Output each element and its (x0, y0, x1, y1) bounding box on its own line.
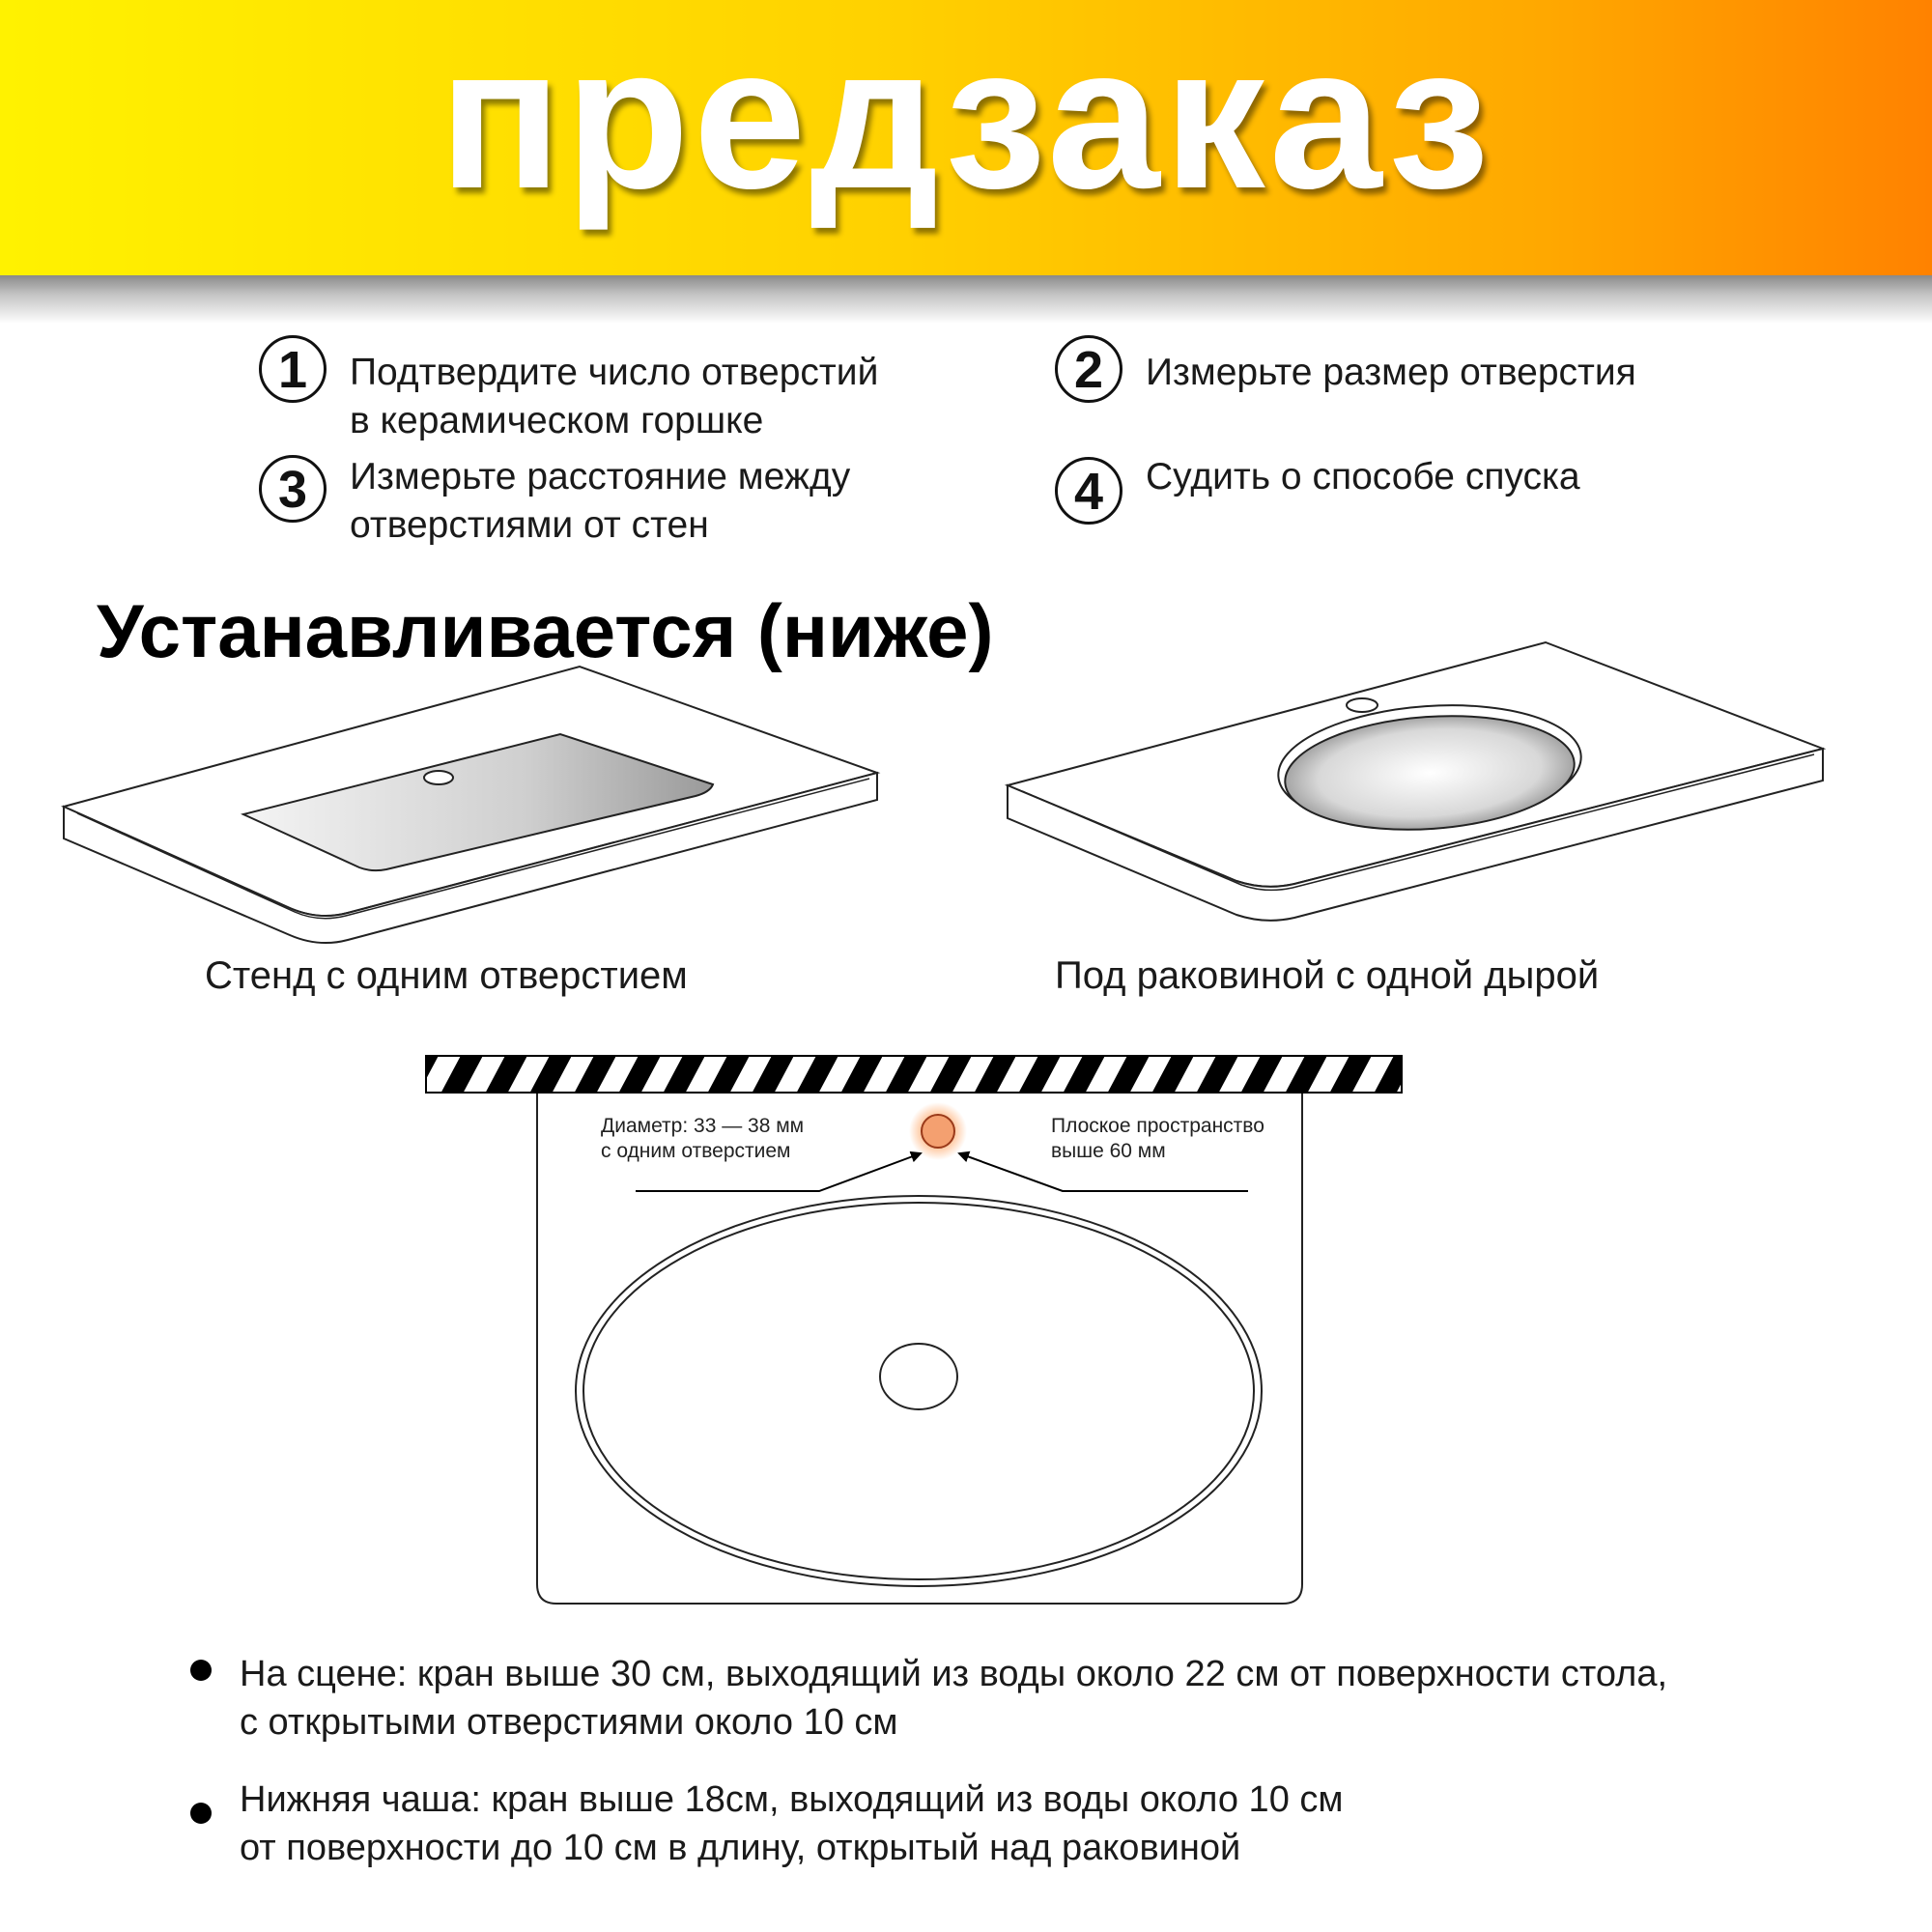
step-1-number-icon: 1 (259, 335, 327, 403)
step-2-text: Измерьте размер отверстия (1146, 352, 1636, 393)
bullet-2-icon (190, 1803, 212, 1824)
wall-strip (426, 1056, 1402, 1093)
bullet-2-text: Нижняя чаша: кран выше 18см, выходящий из воды около 10 см от поверхности до 10 см в длину, открытый над раковиной (240, 1779, 1344, 1868)
step-2-number-icon: 2 (1055, 335, 1122, 403)
diameter-note: Диаметр: 33 — 38 мм с одним отверстием (601, 1115, 805, 1162)
drain-icon (880, 1344, 957, 1409)
space-note: Плоское пространство выше 60 мм (1051, 1115, 1264, 1162)
section-heading: Устанавливается (ниже) (97, 588, 994, 673)
caption-left: Стенд с одним отверстием (205, 954, 688, 997)
banner-title: предзаказ (439, 4, 1493, 231)
caption-right: Под раковиной с одной дырой (1055, 954, 1600, 997)
step-3-text: Измерьте расстояние между отверстиями от стен (350, 456, 851, 546)
bullet-1-icon (190, 1660, 212, 1681)
bullet-1-text: На сцене: кран выше 30 см, выходящий из воды около 22 см от поверхности стола, с открытыми отверстиями около 10 см (240, 1654, 1668, 1743)
step-4-number-icon: 4 (1055, 457, 1122, 525)
step-3-number-icon: 3 (259, 455, 327, 523)
step-1-text: Подтвердите число отверстий в керамическом горшке (350, 352, 879, 441)
faucet-hole-marker (922, 1115, 954, 1148)
step-4-text: Судить о способе спуска (1146, 456, 1580, 497)
